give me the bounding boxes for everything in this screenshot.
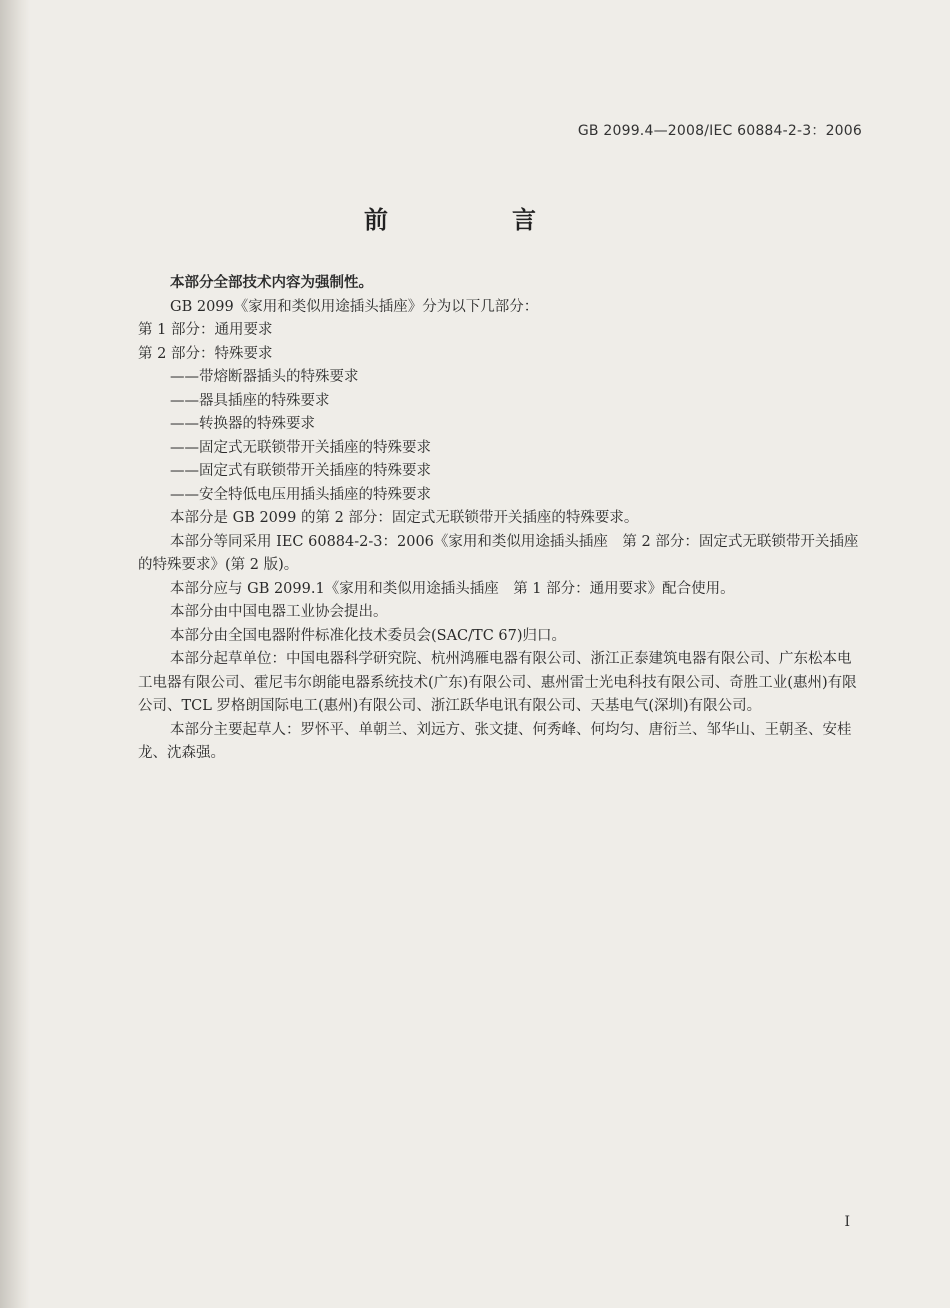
paragraph: 本部分由全国电器附件标准化技术委员会(SAC/TC 67)归口。 (170, 627, 567, 644)
sub-list-item: ——器具插座的特殊要求 (170, 392, 330, 409)
paragraph: GB 2099《家用和类似用途插头插座》分为以下几部分： (170, 298, 539, 315)
drafting-units: 本部分起草单位：中国电器科学研究院、杭州鸿雁电器有限公司、浙江正泰建筑电器有限公司、广东松本电工电器有限公司、霍尼韦尔朗能电器系统技术(广东)有限公司、惠州雷士光电科技有限公司、奇胜工业(惠州)有限公司、TCL 罗格朗国际电工(惠州)有限公司、浙江跃华电讯有限公司、天基电气(深圳)有限公司。 (138, 651, 857, 714)
standard-code-header: GB 2099.4—2008/IEC 60884-2-3：2006 (577, 123, 862, 139)
page-edge-shadow (0, 0, 30, 1308)
paragraph: 本部分应与 GB 2099.1《家用和类似用途插头插座 第 1 部分：通用要求》配合使用。 (170, 580, 735, 597)
sub-list-item: ——转换器的特殊要求 (170, 416, 315, 432)
mandatory-statement: 本部分全部技术内容为强制性。 (170, 275, 373, 291)
sub-list-item: ——安全特低电压用插头插座的特殊要求 (170, 486, 431, 503)
page-title: 前 言 (364, 206, 586, 234)
list-item: 第 2 部分：特殊要求 (138, 345, 273, 362)
paragraph: 本部分由中国电器工业协会提出。 (170, 604, 388, 620)
page-number: I (844, 1214, 850, 1230)
list-item: 第 1 部分：通用要求 (138, 322, 273, 338)
foreword-body (138, 272, 860, 766)
sub-list-item: ——固定式无联锁带开关插座的特殊要求 (170, 439, 431, 456)
sub-list-item: ——带熔断器插头的特殊要求 (170, 369, 359, 385)
paragraph: 本部分是 GB 2099 的第 2 部分：固定式无联锁带开关插座的特殊要求。 (170, 510, 639, 526)
paragraph: 本部分等同采用 IEC 60884-2-3：2006《家用和类似用途插头插座 第 2 部分：固定式无联锁带开关插座的特殊要求》(第 2 版)。 (138, 533, 859, 573)
sub-list-item: ——固定式有联锁带开关插座的特殊要求 (170, 463, 431, 479)
main-drafters: 本部分主要起草人：罗怀平、单朝兰、刘远方、张文捷、何秀峰、何均匀、唐衍兰、邹华山、王朝圣、安桂龙、沈森强。 (138, 721, 852, 761)
